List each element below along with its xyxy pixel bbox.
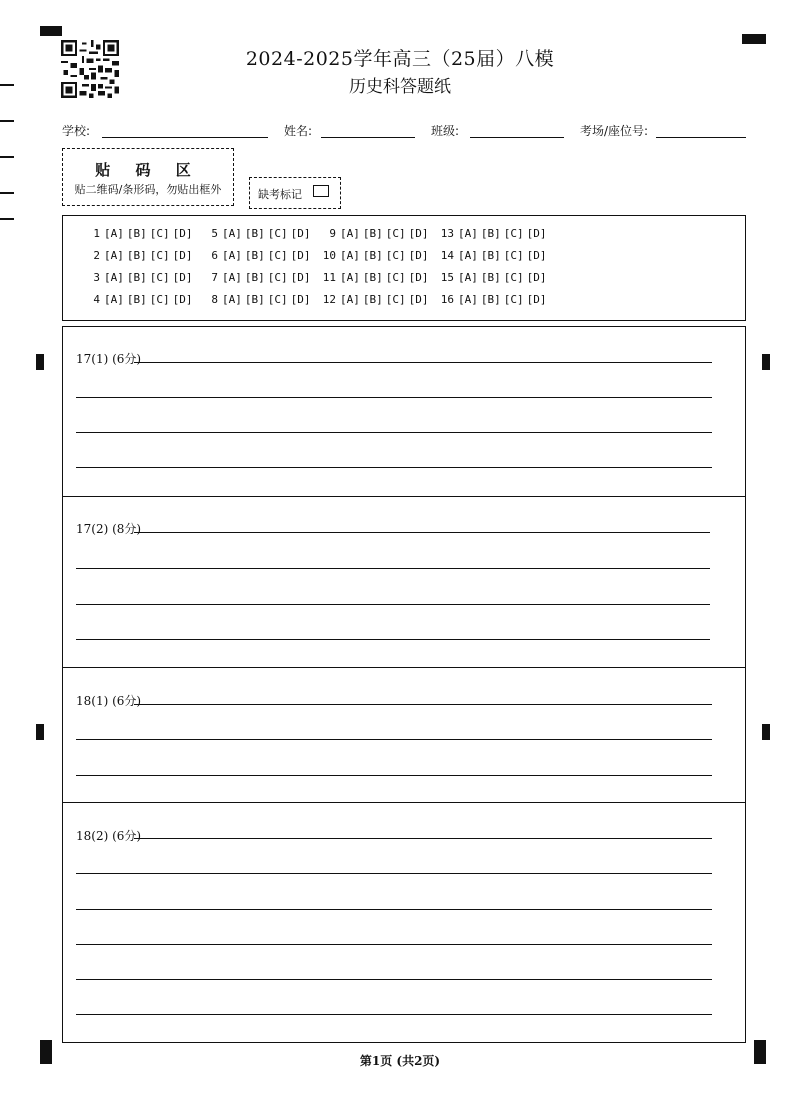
mc-question-number: 12: [322, 293, 336, 306]
mc-option-bubble[interactable]: [B]: [126, 271, 147, 284]
mc-option-bubble[interactable]: [C]: [149, 227, 170, 240]
margin-tick: [0, 218, 14, 220]
registration-mark: [36, 354, 44, 370]
mc-option-bubble[interactable]: [A]: [104, 293, 124, 306]
answer-line[interactable]: [76, 944, 712, 945]
mc-question-4: [86, 293, 204, 309]
mc-option-bubble[interactable]: [B]: [244, 293, 265, 306]
answer-line[interactable]: [134, 532, 710, 533]
mc-option-bubble[interactable]: [C]: [149, 293, 170, 306]
school-field[interactable]: [102, 137, 268, 138]
question-label-17-1: 17(1) (6分): [76, 352, 142, 366]
mc-option-bubble[interactable]: [D]: [172, 227, 193, 240]
mc-option-bubble[interactable]: [D]: [290, 271, 311, 284]
answer-line[interactable]: [76, 467, 712, 468]
mc-option-bubble[interactable]: [B]: [126, 249, 147, 262]
mc-question-3: [86, 271, 204, 287]
answer-line[interactable]: [76, 979, 712, 980]
mc-row: [86, 227, 558, 243]
mc-option-bubble[interactable]: [D]: [526, 293, 547, 306]
mc-option-bubble[interactable]: [C]: [503, 293, 524, 306]
question-label-17-2: 17(2) (8分): [76, 522, 142, 536]
mc-option-bubble[interactable]: [A]: [222, 271, 242, 284]
margin-tick: [0, 156, 14, 158]
mc-option-bubble[interactable]: [A]: [222, 293, 242, 306]
mc-option-bubble[interactable]: [B]: [244, 227, 265, 240]
mc-option-bubble[interactable]: [C]: [267, 249, 288, 262]
mc-question-8: [204, 293, 322, 309]
mc-option-bubble[interactable]: [A]: [222, 227, 242, 240]
answer-line[interactable]: [76, 775, 712, 776]
answer-line[interactable]: [76, 873, 712, 874]
mc-question-16: [440, 293, 558, 309]
mc-option-bubble[interactable]: [B]: [126, 293, 147, 306]
mc-option-bubble[interactable]: [B]: [480, 227, 501, 240]
page-footer: 第1页 (共2页): [359, 1054, 441, 1068]
mc-option-bubble[interactable]: [C]: [267, 293, 288, 306]
mc-question-number: 3: [93, 271, 100, 284]
mc-question-number: 1: [93, 227, 100, 240]
mc-option-bubble[interactable]: [D]: [408, 227, 429, 240]
mc-row: [86, 293, 558, 309]
mc-option-bubble[interactable]: [C]: [385, 271, 406, 284]
mc-question-13: [440, 227, 558, 243]
mc-option-bubble[interactable]: [B]: [362, 293, 383, 306]
mc-question-15: [440, 271, 558, 287]
mc-question-6: [204, 249, 322, 265]
answer-line[interactable]: [76, 604, 710, 605]
mc-option-bubble[interactable]: [B]: [362, 227, 383, 240]
answer-line[interactable]: [76, 739, 712, 740]
registration-mark: [742, 34, 766, 44]
mc-question-14: [440, 249, 558, 265]
mc-option-bubble[interactable]: [B]: [126, 227, 147, 240]
mc-option-bubble[interactable]: [D]: [290, 249, 311, 262]
section-divider: [62, 496, 746, 497]
mc-option-bubble[interactable]: [C]: [267, 271, 288, 284]
mc-question-number: 8: [211, 293, 218, 306]
mc-question-number: 7: [211, 271, 218, 284]
mc-option-bubble[interactable]: [D]: [408, 271, 429, 284]
mc-question-number: 5: [211, 227, 218, 240]
mc-option-bubble[interactable]: [B]: [244, 271, 265, 284]
mc-row: [86, 271, 558, 287]
question-label-18-1: 18(1) (6分): [76, 694, 142, 708]
answer-line[interactable]: [76, 568, 710, 569]
registration-mark: [40, 26, 62, 36]
mc-question-9: [322, 227, 440, 243]
mc-option-bubble[interactable]: [D]: [526, 227, 547, 240]
paste-area-note: 贴二维码/条形码，勿贴出框外: [74, 183, 222, 196]
mc-question-11: [322, 271, 440, 287]
mc-option-bubble[interactable]: [D]: [408, 293, 429, 306]
answer-line[interactable]: [76, 1014, 712, 1015]
mc-question-2: [86, 249, 204, 265]
mc-question-number: 15: [440, 271, 454, 284]
margin-tick: [0, 120, 14, 122]
answer-line[interactable]: [76, 397, 712, 398]
mc-question-1: [86, 227, 204, 243]
mc-option-bubble[interactable]: [A]: [340, 227, 360, 240]
answer-line[interactable]: [76, 909, 712, 910]
registration-mark: [36, 724, 44, 740]
mc-question-number: 9: [329, 227, 336, 240]
mc-option-bubble[interactable]: [C]: [149, 271, 170, 284]
mc-option-bubble[interactable]: [D]: [526, 249, 547, 262]
answer-area: [62, 326, 746, 1043]
mc-question-number: 10: [322, 249, 336, 262]
name-label: 姓名:: [284, 124, 313, 138]
mc-option-bubble[interactable]: [C]: [503, 271, 524, 284]
mc-option-bubble[interactable]: [B]: [362, 271, 383, 284]
mc-option-bubble[interactable]: [C]: [503, 227, 524, 240]
mc-option-bubble[interactable]: [A]: [222, 249, 242, 262]
mc-question-10: [322, 249, 440, 265]
mc-option-bubble[interactable]: [C]: [149, 249, 170, 262]
mc-row: [86, 249, 558, 265]
mc-option-bubble[interactable]: [A]: [340, 293, 360, 306]
mc-option-bubble[interactable]: [C]: [385, 227, 406, 240]
margin-tick: [0, 192, 14, 194]
seat-field[interactable]: [656, 137, 746, 138]
seat-label: 考场/座位号:: [580, 124, 649, 138]
mc-option-bubble[interactable]: [B]: [480, 271, 501, 284]
mc-option-bubble[interactable]: [D]: [290, 227, 311, 240]
class-field[interactable]: [470, 137, 564, 138]
answer-line[interactable]: [134, 704, 712, 705]
mc-option-bubble[interactable]: [A]: [104, 249, 124, 262]
answer-line[interactable]: [134, 362, 712, 363]
mc-option-bubble[interactable]: [A]: [340, 271, 360, 284]
answer-line[interactable]: [76, 432, 712, 433]
mc-option-bubble[interactable]: [A]: [340, 249, 360, 262]
answer-line[interactable]: [76, 639, 710, 640]
registration-mark: [762, 724, 770, 740]
mc-option-bubble[interactable]: [A]: [104, 271, 124, 284]
mc-option-bubble[interactable]: [A]: [104, 227, 124, 240]
barcode-paste-area: [62, 148, 234, 206]
mc-option-bubble[interactable]: [A]: [458, 227, 478, 240]
absent-mark-label: 缺考标记: [258, 188, 302, 201]
mc-option-bubble[interactable]: [C]: [385, 293, 406, 306]
section-divider: [62, 667, 746, 668]
mc-question-number: 11: [322, 271, 336, 284]
mc-question-number: 16: [440, 293, 454, 306]
mc-option-bubble[interactable]: [B]: [480, 293, 501, 306]
paste-area-title: 贴 码 区: [95, 161, 201, 179]
mc-question-number: 4: [93, 293, 100, 306]
mc-option-bubble[interactable]: [B]: [362, 249, 383, 262]
mc-option-bubble[interactable]: [C]: [385, 249, 406, 262]
mc-option-bubble[interactable]: [A]: [458, 249, 478, 262]
exam-title: 2024-2025学年高三（25届）八模: [245, 48, 555, 70]
mc-question-number: 2: [93, 249, 100, 262]
mc-option-bubble[interactable]: [A]: [458, 271, 478, 284]
mc-option-bubble[interactable]: [D]: [408, 249, 429, 262]
mc-option-bubble[interactable]: [D]: [172, 271, 193, 284]
school-label: 学校:: [62, 124, 91, 138]
mc-option-bubble[interactable]: [D]: [172, 249, 193, 262]
class-label: 班级:: [431, 124, 460, 138]
mc-option-bubble[interactable]: [D]: [290, 293, 311, 306]
registration-mark: [762, 354, 770, 370]
mc-question-number: 6: [211, 249, 218, 262]
absent-checkbox[interactable]: [313, 185, 329, 197]
mc-option-bubble[interactable]: [D]: [526, 271, 547, 284]
answer-line[interactable]: [134, 838, 712, 839]
absent-mark-area: [249, 177, 341, 209]
mc-option-bubble[interactable]: [A]: [458, 293, 478, 306]
mc-question-5: [204, 227, 322, 243]
section-divider: [62, 802, 746, 803]
mc-question-number: 14: [440, 249, 454, 262]
mc-question-number: 13: [440, 227, 454, 240]
mc-option-bubble[interactable]: [B]: [480, 249, 501, 262]
subject-title: 历史科答题纸: [349, 77, 451, 97]
mc-option-bubble[interactable]: [B]: [244, 249, 265, 262]
mc-option-bubble[interactable]: [C]: [503, 249, 524, 262]
question-label-18-2: 18(2) (6分): [76, 829, 142, 843]
mc-question-7: [204, 271, 322, 287]
mc-option-bubble[interactable]: [C]: [267, 227, 288, 240]
mc-question-12: [322, 293, 440, 309]
mc-option-bubble[interactable]: [D]: [172, 293, 193, 306]
name-field[interactable]: [321, 137, 415, 138]
